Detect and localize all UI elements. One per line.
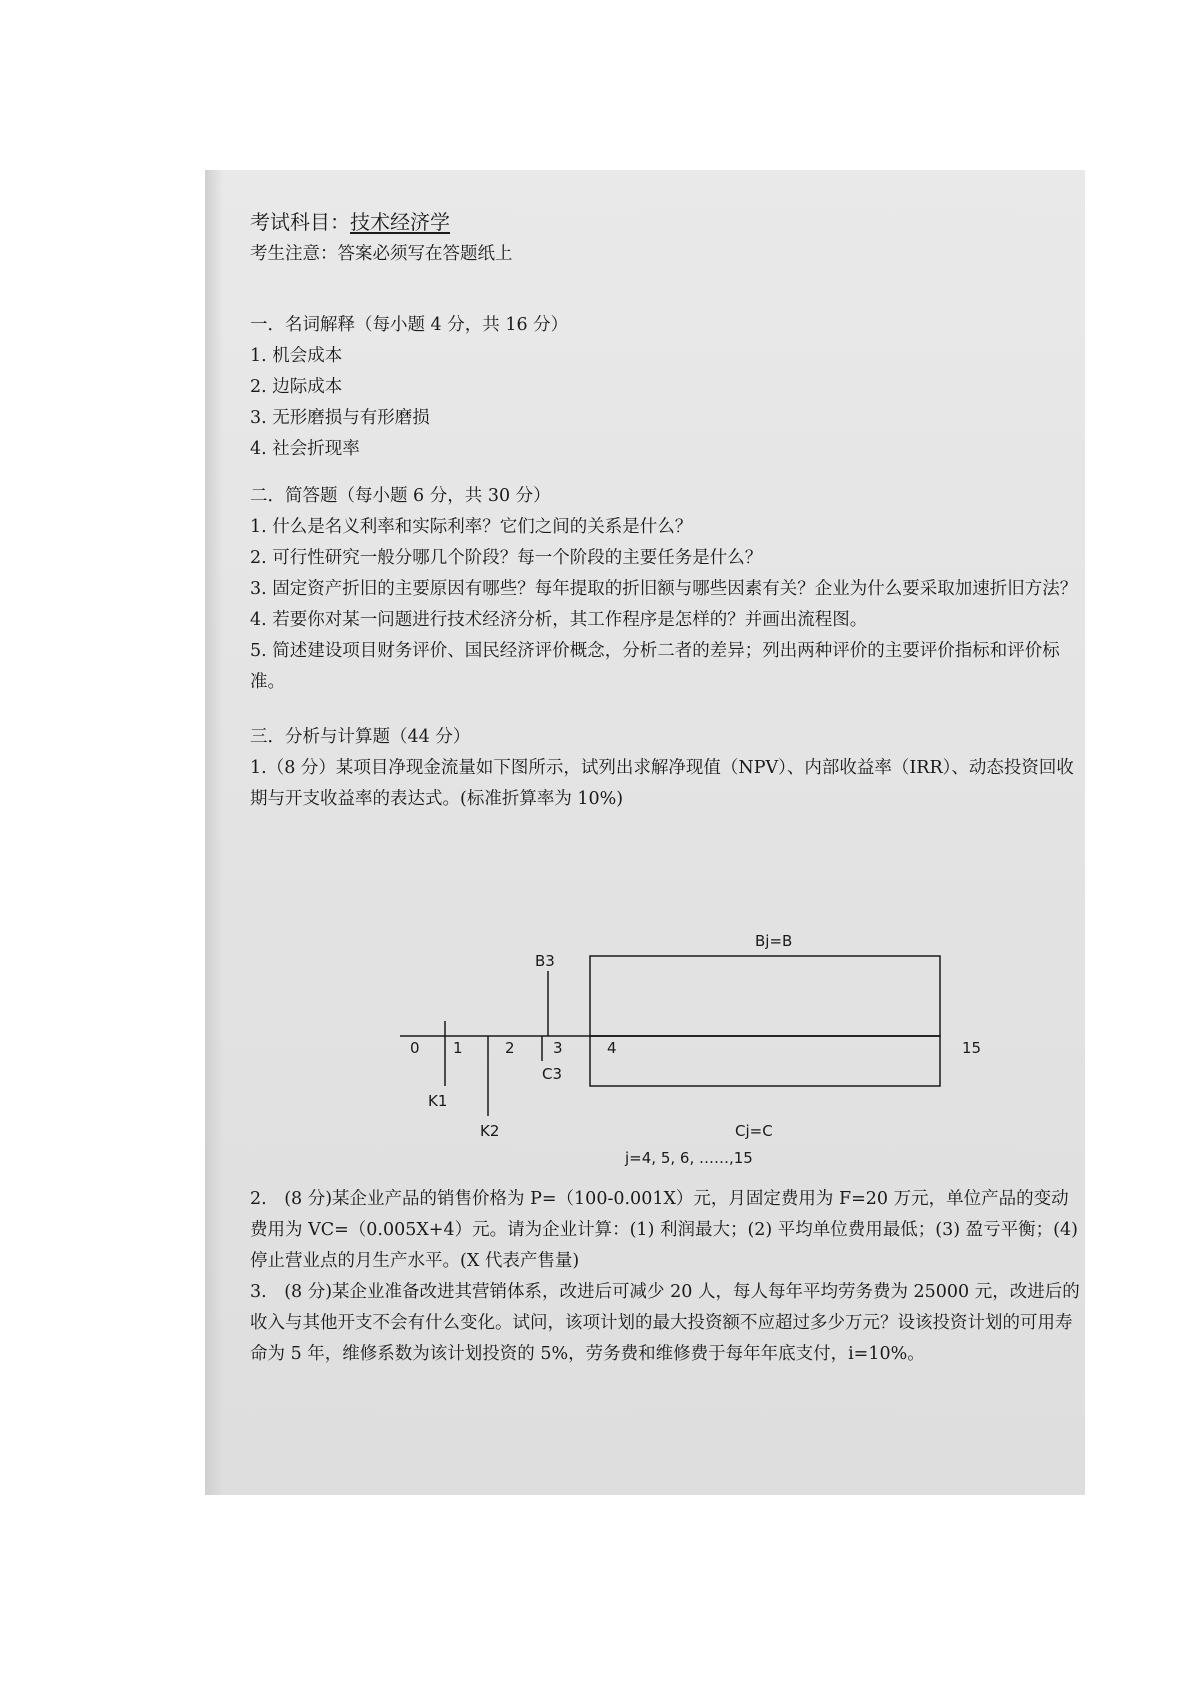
section1-item: 4. 社会折现率: [250, 439, 360, 459]
cash-flow-svg: [250, 821, 1050, 1166]
section2-item: 5. 简述建设项目财务评价、国民经济评价概念，分析二者的差异；列出两种评价的主要评价指标和评价标准。: [250, 641, 1060, 692]
section3-question-3: 3. (8 分)某企业准备改进其营销体系，改进后可减少 20 人，每人每年平均劳务费为 25000 元，改进后的收入与其他开支不会有什么变化。试问，该项计划的最大投资额不应超过多少万元？设该投资计划的可用寿命为 5 年，维修系数为该计划投资的 5%，劳务费和维修费于每年年底支付，i=10%。: [250, 1282, 1080, 1364]
label-k2: K2: [480, 1122, 500, 1140]
label-range: j=4, 5, 6, ……,15: [625, 1149, 753, 1166]
label-bj: Bj=B: [755, 932, 793, 950]
section1-item: 3. 无形磨损与有形磨损: [250, 408, 430, 428]
exam-notice: 考生注意：答案必须写在答题纸上: [250, 244, 513, 264]
tick-2: 2: [505, 1039, 515, 1057]
section1-item: 2. 边际成本: [250, 377, 343, 397]
label-c3: C3: [542, 1065, 563, 1083]
tick-4: 4: [607, 1039, 617, 1057]
subject-name: 技术经济学: [350, 210, 450, 234]
section3-heading: 三．分析与计算题（44 分）: [250, 727, 471, 747]
section2-item: 1. 什么是名义利率和实际利率？它们之间的关系是什么？: [250, 517, 693, 537]
tick-1: 1: [453, 1039, 463, 1057]
cost-block: [590, 1036, 940, 1086]
section2-item: 2. 可行性研究一般分哪几个阶段？每一个阶段的主要任务是什么？: [250, 548, 763, 568]
label-k1: K1: [428, 1092, 448, 1110]
section3-question-2: 2. (8 分)某企业产品的销售价格为 P=（100-0.001X）元，月固定费用为 F=20 万元，单位产品的变动费用为 VC=（0.005X+4）元。请为企业计算：(1) 利润最大；(2) 平均单位费用最低；(3) 盈亏平衡；(4) 停止营业点的月生产水平。(X 代表产售量): [250, 1189, 1078, 1271]
tick-15: 15: [962, 1039, 982, 1057]
tick-0: 0: [410, 1039, 420, 1057]
exam-subject: [250, 205, 1080, 239]
exam-content: [250, 205, 1080, 1370]
label-b3: B3: [535, 952, 555, 970]
scanned-exam-page: [205, 170, 1085, 1495]
section2-heading: 二．简答题（每小题 6 分，共 30 分）: [250, 486, 551, 506]
benefit-block: [590, 956, 940, 1036]
section2-item: 3. 固定资产折旧的主要原因有哪些？每年提取的折旧额与哪些因素有关？企业为什么要采取加速折旧方法？: [250, 579, 1078, 599]
cash-flow-diagram: [250, 821, 1080, 1166]
section1-item: 1. 机会成本: [250, 346, 343, 366]
label-cj: Cj=C: [735, 1122, 773, 1140]
section1-heading: 一．名词解释（每小题 4 分，共 16 分）: [250, 315, 569, 335]
section3-question-1: 1.（8 分）某项目净现金流量如下图所示，试列出求解净现值（NPV）、内部收益率（IRR）、动态投资回收期与开支收益率的表达式。(标准折算率为 10%): [250, 758, 1074, 809]
section2-item: 4. 若要你对某一问题进行技术经济分析，其工作程序是怎样的？并画出流程图。: [250, 610, 868, 630]
tick-3: 3: [553, 1039, 563, 1057]
subject-label: 考试科目：: [250, 210, 350, 234]
